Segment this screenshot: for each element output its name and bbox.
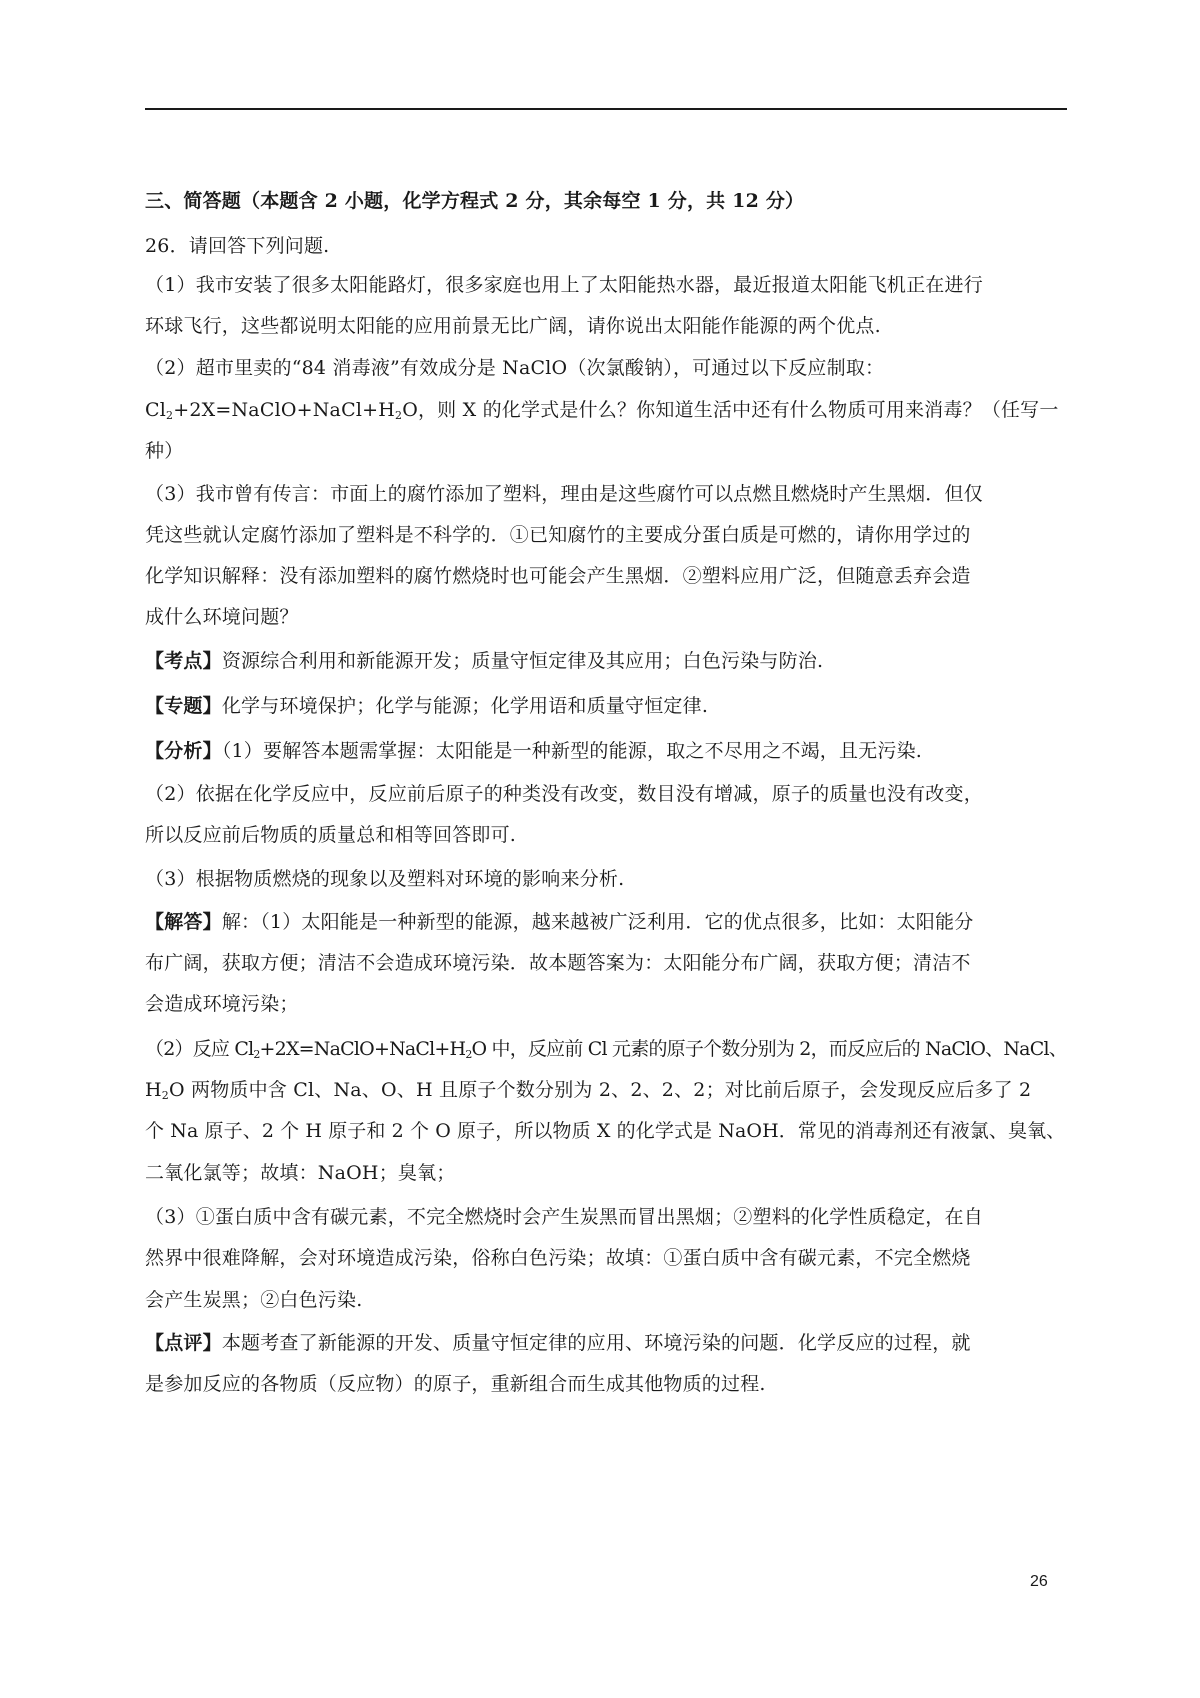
jieda-line5: $H_2O$ 两物质中含 Cl、Na、O、H 且原子个数分别为 2、2、2、2；对比前后原子，会发现反应后多了 2 xyxy=(145,1079,1032,1102)
jieda-line10: 会产生炭黑；②白色污染. xyxy=(145,1289,363,1311)
jieda-label: 【解答】 xyxy=(145,911,222,933)
jieda-line7: 二氧化氯等；故填：NaOH；臭氧； xyxy=(145,1162,456,1184)
fenxi-line3: 所以反应前后物质的质量总和相等回答即可. xyxy=(145,824,517,846)
dianping: 【点评】本题考查了新能源的开发、质量守恒定律的应用、环境污染的问题．化学反应的过程，就 xyxy=(145,1332,971,1354)
question-stem: 26．请回答下列问题. xyxy=(145,235,330,257)
dianping-line2: 是参加反应的各物质（反应物）的原子，重新组合而生成其他物质的过程. xyxy=(145,1373,766,1395)
question-part3-line4: 成什么环境问题？ xyxy=(145,606,299,628)
fenxi-line2: （2）依据在化学反应中，反应前后原子的种类没有改变，数目没有增减，原子的质量也没有改变， xyxy=(145,783,983,805)
jieda-line3: 会造成环境污染； xyxy=(145,993,299,1015)
question-part2-line3: 种） xyxy=(145,440,184,462)
kaodian-label: 【考点】 xyxy=(145,650,222,672)
question-part1-line2: 环球飞行，这些都说明太阳能的应用前景无比广阔，请你说出太阳能作能源的两个优点. xyxy=(145,315,881,337)
question-part1-line1: （1）我市安装了很多太阳能路灯，很多家庭也用上了太阳能热水器，最近报道太阳能飞机正在进行 xyxy=(145,274,983,296)
jieda-line6: 个 Na 原子、2 个 H 原子和 2 个 O 原子，所以物质 X 的化学式是 NaOH．常见的消毒剂还有液氯、臭氧、 xyxy=(145,1120,1066,1142)
zhuanti-label: 【专题】 xyxy=(145,695,222,717)
jieda-line8: （3）①蛋白质中含有碳元素，不完全燃烧时会产生炭黑而冒出黑烟；②塑料的化学性质稳定，在自 xyxy=(145,1206,983,1228)
question-number: 26． xyxy=(145,235,189,257)
question-part3-line3: 化学知识解释：没有添加塑料的腐竹燃烧时也可能会产生黑烟．②塑料应用广泛，但随意丢弃会造 xyxy=(145,565,971,587)
question-part2-line1: （2）超市里卖的“84 消毒液”有效成分是 NaClO（次氯酸钠），可通过以下反应制取： xyxy=(145,357,885,379)
fenxi-line4: （3）根据物质燃烧的现象以及塑料对环境的影响来分析. xyxy=(145,868,625,890)
dianping-label: 【点评】 xyxy=(145,1332,222,1354)
question-part3-line1: （3）我市曾有传言：市面上的腐竹添加了塑料，理由是这些腐竹可以点燃且燃烧时产生黑烟．但仅 xyxy=(145,483,983,505)
jieda-line9: 然界中很难降解，会对环境造成污染，俗称白色污染；故填：①蛋白质中含有碳元素，不完全燃烧 xyxy=(145,1247,971,1269)
section-title: 三、简答题（本题含 2 小题，化学方程式 2 分，其余每空 1 分，共 12 分） xyxy=(145,190,805,212)
jieda-line2: 布广阔，获取方便；清洁不会造成环境污染．故本题答案为：太阳能分布广阔，获取方便；清洁不 xyxy=(145,952,971,974)
fenxi: 【分析】（1）要解答本题需掌握：太阳能是一种新型的能源，取之不尽用之不竭，且无污染. xyxy=(145,740,923,762)
jieda: 【解答】解：（1）太阳能是一种新型的能源，越来越被广泛利用．它的优点很多，比如：太阳能分 xyxy=(145,911,974,933)
zhuanti: 【专题】化学与环境保护；化学与能源；化学用语和质量守恒定律. xyxy=(145,695,709,717)
page-number: 26 xyxy=(1030,1573,1048,1590)
jieda-line4: （2）反应 $Cl_2+2X=NaClO+NaCl+H_2O$ 中，反应前 Cl 元素的原子个数分别为 2，而反应后的 NaClO、NaCl、 xyxy=(145,1038,1067,1061)
question-part2-line2: $Cl_2+2X=NaClO+NaCl+H_2O$，则 X 的化学式是什么？你知道生活中还有什么物质可用来消毒？（任写一 xyxy=(145,399,1059,422)
header-rule xyxy=(145,108,1067,110)
question-part3-line2: 凭这些就认定腐竹添加了塑料是不科学的．①已知腐竹的主要成分蛋白质是可燃的，请你用学过的 xyxy=(145,524,971,546)
fenxi-label: 【分析】 xyxy=(145,740,222,762)
kaodian: 【考点】资源综合利用和新能源开发；质量守恒定律及其应用；白色污染与防治. xyxy=(145,650,824,672)
